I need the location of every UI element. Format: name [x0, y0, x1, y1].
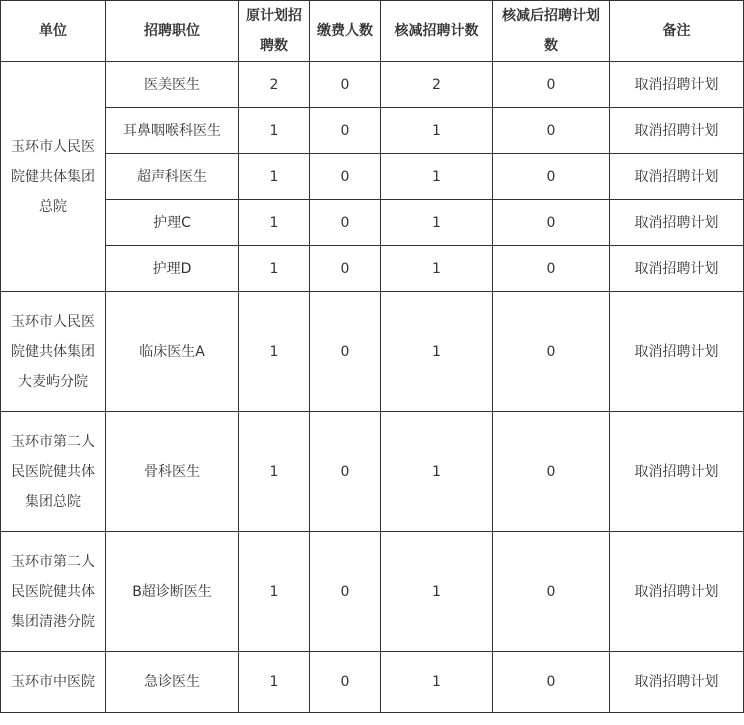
original-plan-cell: 1 [239, 532, 310, 652]
remark-cell: 取消招聘计划 [610, 154, 744, 200]
after-reduction-cell: 0 [493, 532, 610, 652]
after-reduction-cell: 0 [493, 412, 610, 532]
table-row [1, 532, 744, 652]
paid-count-cell: 0 [310, 652, 381, 713]
after-reduction-cell: 0 [493, 292, 610, 412]
position-cell: 护理C [106, 200, 239, 246]
table-row [1, 154, 744, 200]
after-reduction-cell: 0 [493, 108, 610, 154]
header-original-plan: 原计划招聘数 [239, 1, 310, 62]
reduced-count-cell: 1 [381, 200, 493, 246]
reduced-count-cell: 1 [381, 652, 493, 713]
header-paid-count: 缴费人数 [310, 1, 381, 62]
reduced-count-cell: 1 [381, 532, 493, 652]
remark-cell: 取消招聘计划 [610, 292, 744, 412]
remark-cell: 取消招聘计划 [610, 200, 744, 246]
header-remark: 备注 [610, 1, 744, 62]
header-position: 招聘职位 [106, 1, 239, 62]
original-plan-cell: 1 [239, 246, 310, 292]
reduced-count-cell: 1 [381, 292, 493, 412]
original-plan-cell: 1 [239, 154, 310, 200]
unit-cell: 玉环市中医院 [1, 652, 106, 713]
paid-count-cell: 0 [310, 62, 381, 108]
reduced-count-cell: 2 [381, 62, 493, 108]
position-cell: 超声科医生 [106, 154, 239, 200]
header-reduced-count: 核减招聘计数 [381, 1, 493, 62]
original-plan-cell: 2 [239, 62, 310, 108]
after-reduction-cell: 0 [493, 652, 610, 713]
remark-cell: 取消招聘计划 [610, 246, 744, 292]
reduced-count-cell: 1 [381, 154, 493, 200]
original-plan-cell: 1 [239, 652, 310, 713]
remark-cell: 取消招聘计划 [610, 652, 744, 713]
header-after-reduction: 核减后招聘计划数 [493, 1, 610, 62]
original-plan-cell: 1 [239, 108, 310, 154]
header-row [1, 1, 744, 62]
original-plan-cell: 1 [239, 200, 310, 246]
position-cell: 临床医生A [106, 292, 239, 412]
position-cell: 医美医生 [106, 62, 239, 108]
paid-count-cell: 0 [310, 412, 381, 532]
unit-cell: 玉环市第二人民医院健共体集团总院 [1, 412, 106, 532]
reduced-count-cell: 1 [381, 246, 493, 292]
header-unit: 单位 [1, 1, 106, 62]
table-row [1, 108, 744, 154]
reduced-count-cell: 1 [381, 108, 493, 154]
original-plan-cell: 1 [239, 412, 310, 532]
position-cell: 急诊医生 [106, 652, 239, 713]
paid-count-cell: 0 [310, 532, 381, 652]
table-row [1, 62, 744, 108]
position-cell: 骨科医生 [106, 412, 239, 532]
paid-count-cell: 0 [310, 200, 381, 246]
remark-cell: 取消招聘计划 [610, 108, 744, 154]
unit-cell: 玉环市人民医院健共体集团大麦屿分院 [1, 292, 106, 412]
after-reduction-cell: 0 [493, 246, 610, 292]
remark-cell: 取消招聘计划 [610, 412, 744, 532]
table-row [1, 200, 744, 246]
paid-count-cell: 0 [310, 292, 381, 412]
position-cell: 耳鼻咽喉科医生 [106, 108, 239, 154]
after-reduction-cell: 0 [493, 154, 610, 200]
position-cell: 护理D [106, 246, 239, 292]
paid-count-cell: 0 [310, 154, 381, 200]
original-plan-cell: 1 [239, 292, 310, 412]
table-row [1, 292, 744, 412]
remark-cell: 取消招聘计划 [610, 62, 744, 108]
unit-cell: 玉环市人民医院健共体集团总院 [1, 62, 106, 292]
paid-count-cell: 0 [310, 108, 381, 154]
after-reduction-cell: 0 [493, 200, 610, 246]
reduced-count-cell: 1 [381, 412, 493, 532]
table-row [1, 246, 744, 292]
after-reduction-cell: 0 [493, 62, 610, 108]
table-row [1, 412, 744, 532]
table-row [1, 652, 744, 713]
paid-count-cell: 0 [310, 246, 381, 292]
position-cell: B超诊断医生 [106, 532, 239, 652]
unit-cell: 玉环市第二人民医院健共体集团清港分院 [1, 532, 106, 652]
remark-cell: 取消招聘计划 [610, 532, 744, 652]
